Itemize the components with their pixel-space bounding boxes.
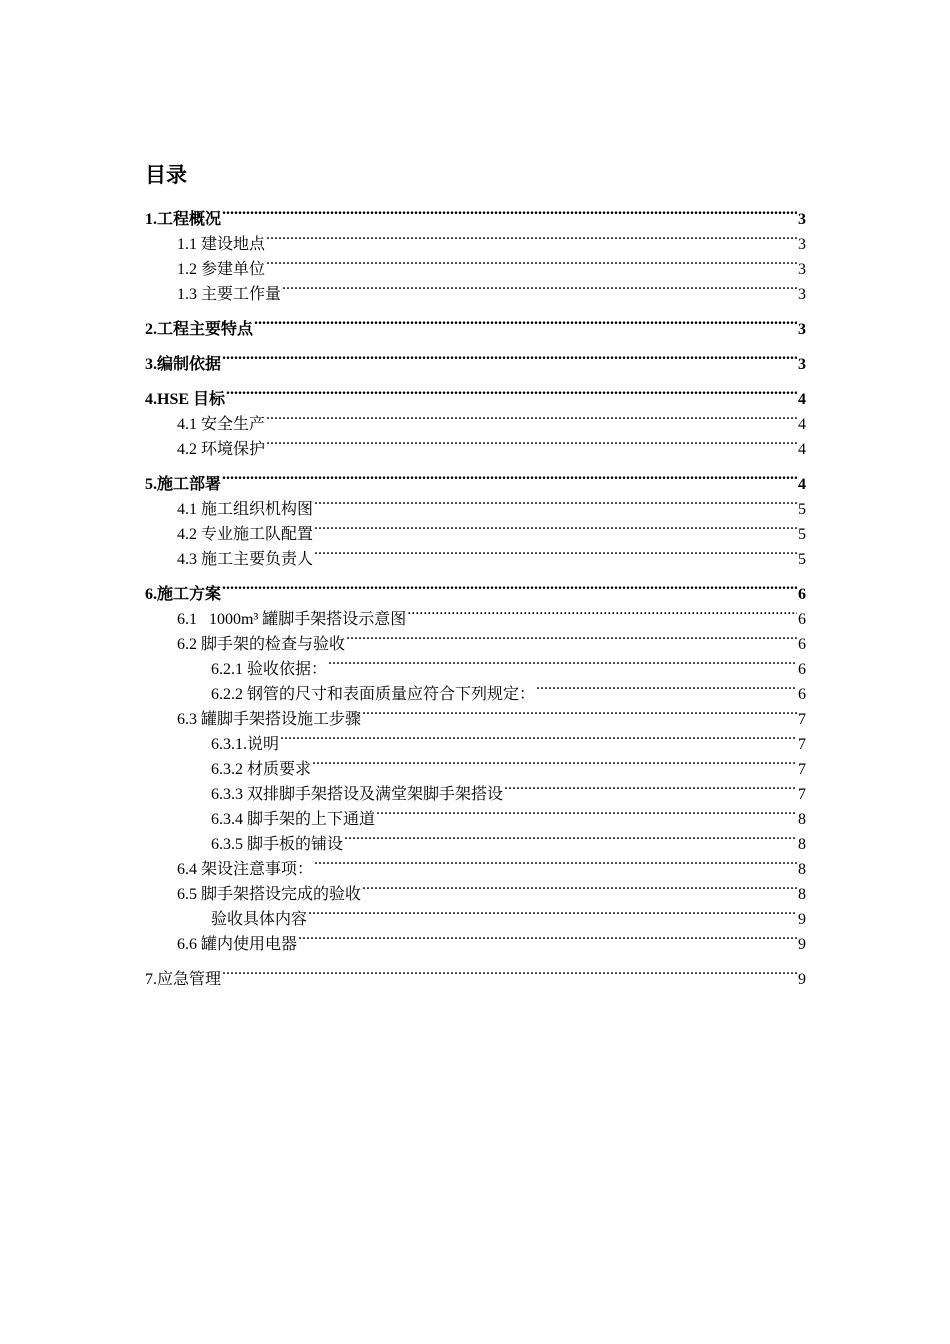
toc-dot-leader [308, 899, 797, 924]
toc-entry-label: 1.3 主要工作量 [177, 286, 282, 303]
toc-entry-page-number: 7 [798, 761, 806, 778]
toc-entry[interactable] [145, 344, 806, 373]
toc-dot-leader [266, 404, 797, 429]
toc-title: 目录 [145, 163, 187, 187]
toc-entry-label: 3.编制依据 [145, 356, 222, 373]
toc-dot-leader [536, 674, 797, 699]
toc-dot-leader [222, 199, 797, 224]
toc-entry-label: 1.工程概况 [145, 211, 222, 228]
toc-entry-label: 6.4 架设注意事项： [177, 861, 314, 878]
toc-entry-label: 6.3.2 材质要求 [211, 761, 312, 778]
toc-dot-leader [282, 274, 797, 299]
toc-entry-page-number: 6 [798, 636, 806, 653]
toc-entry[interactable] [145, 599, 806, 628]
toc-entry-label: 6.2 脚手架的检查与验收 [177, 636, 346, 653]
toc-entry-page-number: 3 [798, 236, 806, 253]
toc-dot-leader [266, 429, 797, 454]
toc-entry-label: 2.工程主要特点 [145, 321, 254, 338]
toc-entry-page-number: 9 [798, 971, 806, 988]
toc-entry-label: 6.3.1.说明 [211, 736, 280, 753]
toc-dot-leader [312, 749, 797, 774]
toc-entry-page-number: 4 [798, 441, 806, 458]
toc-entry-label: 4.HSE 目标 [145, 391, 226, 408]
toc-entry-label: 6.5 脚手架搭设完成的验收 [177, 886, 362, 903]
toc-entry-page-number: 5 [798, 501, 806, 518]
toc-entry[interactable] [145, 379, 806, 408]
toc-entry[interactable] [145, 309, 806, 338]
toc-dot-leader [222, 959, 797, 984]
toc-entry-page-number: 6 [798, 686, 806, 703]
toc-dot-leader [254, 309, 797, 334]
toc-entry-page-number: 5 [798, 526, 806, 543]
toc-dot-leader [314, 514, 797, 539]
toc-entry-page-number: 4 [798, 416, 806, 433]
toc-entry-page-number: 4 [798, 476, 806, 493]
toc-entry-label: 5.施工部署 [145, 476, 222, 493]
toc-entry-page-number: 3 [798, 286, 806, 303]
toc-entry-label: 1.2 参建单位 [177, 261, 266, 278]
toc-dot-leader [346, 624, 797, 649]
toc-entry[interactable] [145, 224, 806, 253]
toc-dot-leader [226, 379, 797, 404]
toc-entry-label: 6.3.4 脚手架的上下通道 [211, 811, 376, 828]
toc-entry-page-number: 6 [798, 661, 806, 678]
toc-entry-page-number: 6 [798, 611, 806, 628]
toc-entry[interactable] [145, 199, 806, 228]
toc-entry-label: 1.1 建设地点 [177, 236, 266, 253]
toc-entry-page-number: 8 [798, 886, 806, 903]
toc-entry[interactable] [145, 959, 806, 988]
toc-dot-leader [314, 539, 797, 564]
toc-entry-label: 6.3.5 脚手板的铺设 [211, 836, 344, 853]
toc-entry-page-number: 3 [798, 356, 806, 373]
toc-entry-page-number: 7 [798, 786, 806, 803]
toc-entry[interactable] [145, 404, 806, 433]
toc-dot-leader [362, 874, 797, 899]
toc-entry-label: 4.3 施工主要负责人 [177, 551, 314, 568]
toc-entry-page-number: 5 [798, 551, 806, 568]
toc-entry[interactable] [145, 489, 806, 518]
toc-entry-label: 6.2.1 验收依据： [211, 661, 328, 678]
toc-entry[interactable] [145, 464, 806, 493]
toc-entry-label: 6.6 罐内使用电器 [177, 936, 298, 953]
toc-entry-page-number: 9 [798, 936, 806, 953]
toc-entry-label: 验收具体内容 [211, 911, 308, 928]
toc-entry-page-number: 4 [798, 391, 806, 408]
toc-dot-leader [504, 774, 797, 799]
toc-entry-page-number: 6 [798, 586, 806, 603]
toc-entry-page-number: 3 [798, 261, 806, 278]
toc-dot-leader [222, 464, 797, 489]
toc-entry[interactable] [145, 574, 806, 603]
toc-entry-page-number: 8 [798, 811, 806, 828]
toc-entry-page-number: 9 [798, 911, 806, 928]
toc-dot-leader [314, 489, 797, 514]
toc-entry-label: 4.1 安全生产 [177, 416, 266, 433]
toc-dot-leader [222, 344, 797, 369]
toc-dot-leader [222, 574, 797, 599]
toc-dot-leader [266, 224, 797, 249]
toc-dot-leader [266, 249, 797, 274]
toc-dot-leader [314, 849, 797, 874]
toc-entry-label: 4.2 专业施工队配置 [177, 526, 314, 543]
toc-entry-label: 6.3.3 双排脚手架搭设及满堂架脚手架搭设 [211, 786, 504, 803]
toc-entry-page-number: 8 [798, 836, 806, 853]
toc-entry-page-number: 8 [798, 861, 806, 878]
toc-entry-label: 4.1 施工组织机构图 [177, 501, 314, 518]
toc-dot-leader [407, 599, 797, 624]
toc-entry-page-number: 7 [798, 711, 806, 728]
toc-dot-leader [344, 824, 797, 849]
toc-dot-leader [298, 924, 797, 949]
toc-entry-label: 7.应急管理 [145, 971, 222, 988]
toc-dot-leader [362, 699, 797, 724]
toc-dot-leader [280, 724, 797, 749]
toc-dot-leader [328, 649, 797, 674]
toc-entry-label: 4.2 环境保护 [177, 441, 266, 458]
toc-entry-label: 6.施工方案 [145, 586, 222, 603]
toc-entry-label: 6.3 罐脚手架搭设施工步骤 [177, 711, 362, 728]
toc-entry-page-number: 3 [798, 211, 806, 228]
table-of-contents [145, 199, 806, 988]
toc-entry-label: 6.1 1000m³ 罐脚手架搭设示意图 [177, 611, 407, 628]
toc-entry-page-number: 7 [798, 736, 806, 753]
toc-dot-leader [376, 799, 797, 824]
toc-entry-page-number: 3 [798, 321, 806, 338]
toc-entry-label: 6.2.2 钢管的尺寸和表面质量应符合下列规定： [211, 686, 536, 703]
